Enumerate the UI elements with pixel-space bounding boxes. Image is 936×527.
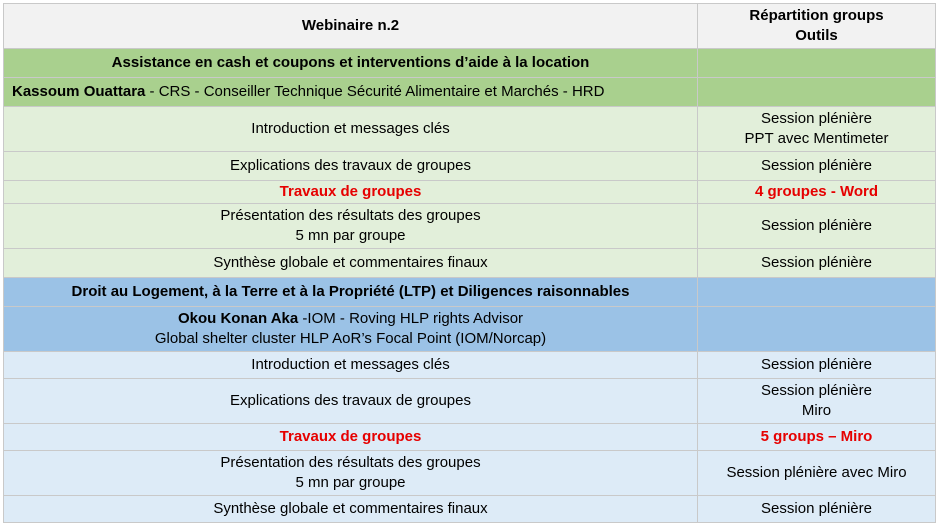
tool-cell [698, 107, 936, 152]
section2-speaker-empty-cell [698, 307, 936, 352]
table-row [4, 496, 936, 523]
activity-cell: Synthèse globale et commentaires finaux [4, 496, 698, 523]
tool-cell-highlight: 4 groupes - Word [698, 181, 936, 204]
activity-cell [4, 451, 698, 496]
tool-line: Session plénière [761, 110, 872, 127]
activity-cell: Synthèse globale et commentaires finaux [4, 249, 698, 278]
table-row [4, 181, 936, 204]
section2-title: Droit au Logement, à la Terre et à la Propriété (LTP) et Diligences raisonnables [4, 278, 698, 307]
table-row [4, 424, 936, 451]
table-row [4, 152, 936, 181]
tool-cell: Session plénière [698, 496, 936, 523]
activity-cell [4, 204, 698, 249]
activity-cell: Introduction et messages clés [4, 107, 698, 152]
activity-cell: Explications des travaux de groupes [4, 379, 698, 424]
tool-line: Session plénière [761, 382, 872, 399]
activity-line: 5 mn par groupe [295, 474, 406, 491]
table-row [4, 249, 936, 278]
tool-cell: Session plénière avec Miro [698, 451, 936, 496]
tool-line: Miro [801, 402, 832, 419]
header-tools-line1: Répartition groups [749, 7, 884, 24]
activity-line: Présentation des résultats des groupes [220, 454, 481, 471]
header-title: Webinaire n.2 [4, 4, 698, 49]
section1-speaker-details: - CRS - Conseiller Technique Sécurité Alimentaire et Marchés - HRD [145, 83, 605, 100]
header-tools [698, 4, 936, 49]
section2-speaker-line1 [8, 309, 693, 329]
activity-cell: Explications des travaux de groupes [4, 152, 698, 181]
activity-cell-highlight: Travaux de groupes [4, 181, 698, 204]
activity-cell: Introduction et messages clés [4, 352, 698, 379]
section2-speaker-row [4, 307, 936, 352]
activity-cell-highlight: Travaux de groupes [4, 424, 698, 451]
section1-title-empty-cell [698, 49, 936, 78]
section2-speaker-details: -IOM - Roving HLP rights Advisor [298, 310, 524, 327]
tool-cell: Session plénière [698, 352, 936, 379]
tool-cell: Session plénière [698, 249, 936, 278]
table-row [4, 379, 936, 424]
table-row [4, 451, 936, 496]
tool-line: PPT avec Mentimeter [744, 130, 889, 147]
section2-speaker-line2: Global shelter cluster HLP AoR’s Focal Point (IOM/Norcap) [154, 330, 547, 347]
section1-title-row [4, 49, 936, 78]
table-row [4, 107, 936, 152]
section1-speaker-empty-cell [698, 78, 936, 107]
table-row [4, 204, 936, 249]
tool-cell: Session plénière [698, 152, 936, 181]
header-tools-line2: Outils [795, 27, 838, 44]
section2-title-empty-cell [698, 278, 936, 307]
section2-title-row [4, 278, 936, 307]
table-row [4, 352, 936, 379]
tool-cell-highlight: 5 groups – Miro [698, 424, 936, 451]
activity-line: Présentation des résultats des groupes [220, 207, 481, 224]
table-header-row [4, 4, 936, 49]
tool-cell: Session plénière [698, 204, 936, 249]
section1-title: Assistance en cash et coupons et interventions d’aide à la location [4, 49, 698, 78]
section2-speaker-name: Okou Konan Aka [177, 310, 299, 327]
activity-line: 5 mn par groupe [295, 227, 406, 244]
webinar-agenda-table [3, 3, 936, 523]
tool-cell [698, 379, 936, 424]
section1-speaker [4, 78, 698, 107]
section2-speaker [4, 307, 698, 352]
section1-speaker-name: Kassoum Ouattara [12, 83, 146, 100]
section1-speaker-row [4, 78, 936, 107]
